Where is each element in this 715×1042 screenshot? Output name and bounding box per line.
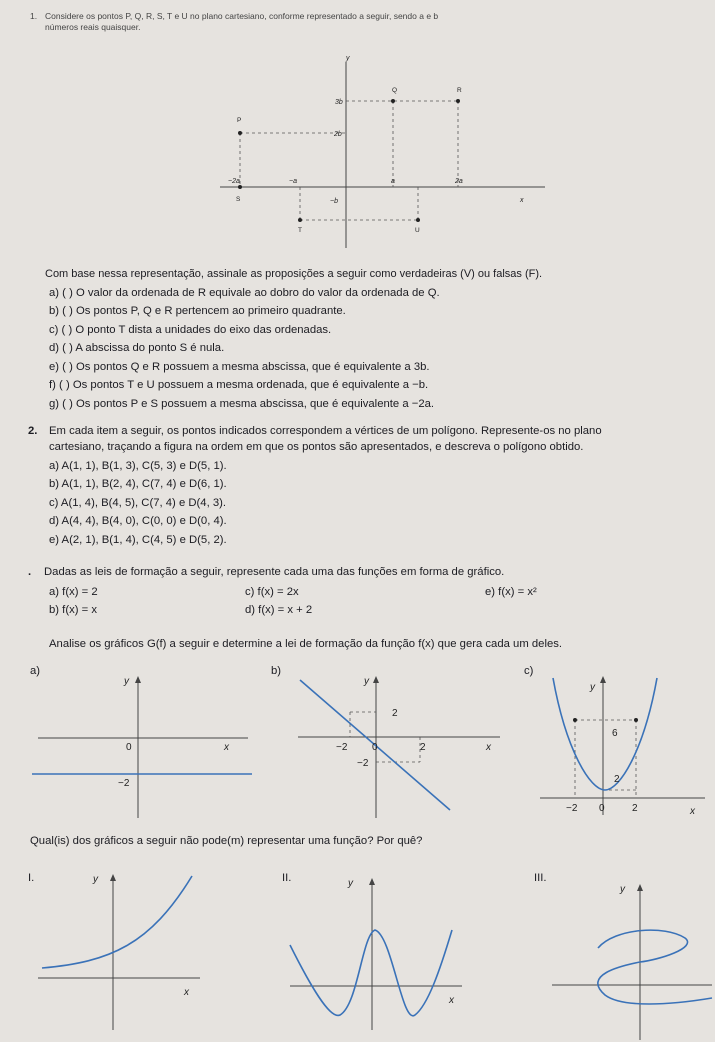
q4-graph-c-label: c) <box>524 665 534 677</box>
q4-graph-b-label: b) <box>271 665 282 677</box>
graph-2-y: y <box>348 878 353 889</box>
graph-c-x: x <box>690 806 695 817</box>
graph-3-curve <box>598 930 712 1004</box>
q2-item-a: a) A(1, 1), B(1, 3), C(5, 3) e D(5, 1). <box>49 460 227 472</box>
graph-1-x: x <box>184 987 189 998</box>
graph-a-y: y <box>124 676 129 687</box>
q1-item-e: e) ( ) Os pontos Q e R possuem a mesma abscissa, que é equivalente a 3b. <box>49 361 430 373</box>
graph-b-tick-y-neg: −2 <box>357 758 369 769</box>
graph-b-x: x <box>486 742 491 753</box>
graph-c-tick-x-neg: −2 <box>566 803 578 814</box>
q2-item-b: b) A(1, 1), B(2, 4), C(7, 4) e D(6, 1). <box>49 478 227 490</box>
q3-item-e: e) f(x) = x² <box>485 586 537 598</box>
tick-3b: 3b <box>335 99 343 106</box>
label-t: T <box>298 227 302 234</box>
graph-c-y: y <box>590 682 595 693</box>
graph-b-y: y <box>364 676 369 687</box>
graph-a-x: x <box>224 742 229 753</box>
graph-a-zero: 0 <box>126 742 132 753</box>
q1-intro-line1: Considere os pontos P, Q, R, S, T e U no plano cartesiano, conforme representado a seguir, sendo a e b <box>45 11 439 21</box>
graph-3-y: y <box>620 884 625 895</box>
q2-line2: cartesiano, traçando a figura na ordem em que os pontos são apresentados, e descreva o polígono obtido. <box>49 441 584 453</box>
tick-2a: 2a <box>455 178 463 185</box>
tick-a: a <box>391 178 395 185</box>
q2-number: 2. <box>28 425 38 437</box>
q1-axis-y-label: y <box>346 55 350 62</box>
q3-item-c: c) f(x) = 2x <box>245 586 299 598</box>
label-p: P <box>237 117 242 124</box>
q1-item-g: g) ( ) Os pontos P e S possuem a mesma abscissa, que é equivalente a −2a. <box>49 398 435 410</box>
q1-axis-x-label: x <box>520 197 524 204</box>
graph-b-tick-x-neg: −2 <box>336 742 348 753</box>
graph-c-tick-x-pos: 2 <box>632 803 638 814</box>
graph-1-y: y <box>93 874 98 885</box>
label-s: S <box>236 196 241 203</box>
tick-minus-2a: −2a <box>228 178 240 185</box>
q5-graph-3-label: III. <box>534 872 547 884</box>
tick-minus-b: −b <box>330 198 338 205</box>
graph-c-tick-6: 6 <box>612 728 618 739</box>
q1-instruction: Com base nessa representação, assinale as proposições a seguir como verdadeiras (V) ou falsas (F). <box>45 268 543 280</box>
q3-item-d: d) f(x) = x + 2 <box>245 604 313 616</box>
graph-b-tick-x-pos: 2 <box>420 742 426 753</box>
tick-minus-a: −a <box>289 178 297 185</box>
q1-number: 1. <box>30 11 38 21</box>
q5-graph-1-label: I. <box>28 872 35 884</box>
label-q: Q <box>392 87 398 94</box>
graph-c-zero: 0 <box>599 803 605 814</box>
q4-graph-a-label: a) <box>30 665 41 677</box>
q5-graph-2-label: II. <box>282 872 292 884</box>
q3-intro: Dadas as leis de formação a seguir, represente cada uma das funções em forma de gráfico. <box>44 566 505 578</box>
q1-item-c: c) ( ) O ponto T dista a unidades do eixo das ordenadas. <box>49 324 332 336</box>
q3-item-a: a) f(x) = 2 <box>49 586 98 598</box>
q1-item-a: a) ( ) O valor da ordenada de R equivale ao dobro do valor da ordenada de Q. <box>49 287 440 299</box>
q1-intro-line2: números reais quaisquer. <box>45 22 141 32</box>
q1-item-d: d) ( ) A abscissa do ponto S é nula. <box>49 342 225 354</box>
graph-b-tick-y-pos: 2 <box>392 708 398 719</box>
q4-intro: Analise os gráficos G(f) a seguir e determine a lei de formação da função f(x) que gera cada um deles. <box>49 638 563 650</box>
graph-b-zero: 0 <box>372 742 378 753</box>
q1-item-f: f) ( ) Os pontos T e U possuem a mesma ordenada, que é equivalente a −b. <box>49 379 429 391</box>
q2-item-c: c) A(1, 4), B(4, 5), C(7, 4) e D(4, 3). <box>49 497 227 509</box>
q2-item-e: e) A(2, 1), B(1, 4), C(4, 5) e D(5, 2). <box>49 534 227 546</box>
q3-number: . <box>28 566 32 578</box>
graph-c-tick-2: 2 <box>614 774 620 785</box>
label-r: R <box>457 87 462 94</box>
q2-line1: Em cada item a seguir, os pontos indicados correspondem a vértices de um polígono. Represente-os no plano <box>49 425 602 437</box>
graph-2-x: x <box>449 995 454 1006</box>
q1-item-b: b) ( ) Os pontos P, Q e R pertencem ao primeiro quadrante. <box>49 305 346 317</box>
q5-question: Qual(is) dos gráficos a seguir não pode(m) representar uma função? Por quê? <box>30 835 423 847</box>
q2-item-d: d) A(4, 4), B(4, 0), C(0, 0) e D(0, 4). <box>49 515 227 527</box>
tick-2b: 2b <box>334 131 342 138</box>
q3-item-b: b) f(x) = x <box>49 604 98 616</box>
graph-a-tick: −2 <box>118 778 130 789</box>
label-u: U <box>415 227 420 234</box>
